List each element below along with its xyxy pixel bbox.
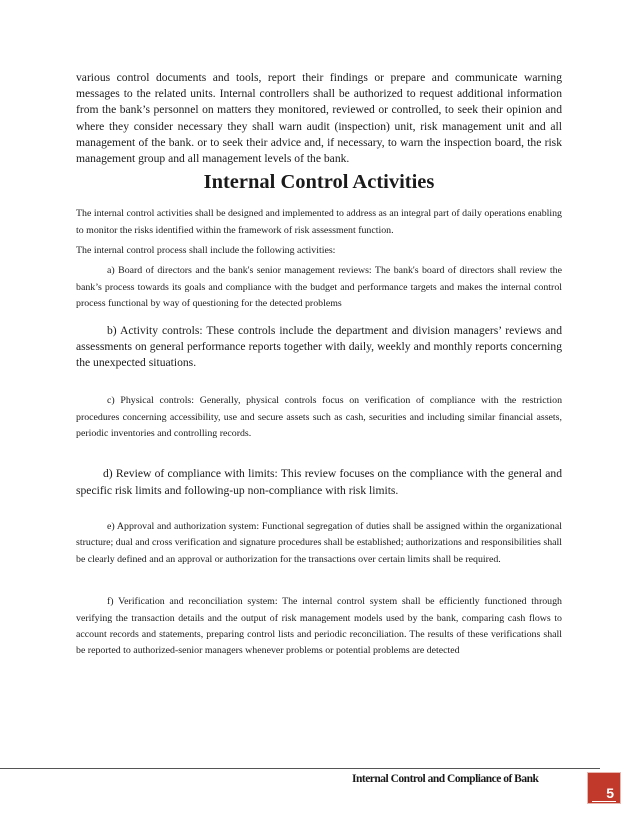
paragraph-overview: The internal control activities shall be designed and implemented to address as an integral part of daily operations enabling to monitor the risks identified within the framework of risk assessment function. [76,208,562,236]
paragraph-item-c: c) Physical controls: Generally, physical controls focus on verification of compliance with the restriction procedures concerning accessibility, use and secure assets such as cash, securities and including similar financial assets, periodic inventories and controlling records. [76,395,562,440]
paragraph-item-b: b) Activity controls: These controls include the department and division managers’ reviews and assessments on general performance reports together with daily, weekly and monthly reports concerning the unexpected situations. [76,323,562,370]
page-number-underline [592,801,616,802]
footer-divider [0,768,600,769]
paragraph-process-intro: The internal control process shall include the following activities: [76,245,336,257]
document-body [76,70,562,660]
paragraph-item-a: a) Board of directors and the bank's senior management reviews: The bank's board of directors shall review the bank’s process towards its goals and compliance with the budget and performance targets and makes the internal control process functional by way of questioning for the detected problems [76,265,562,310]
paragraph-item-e: e) Approval and authorization system: Functional segregation of duties shall be assigned within the organizational structure; dual and cross verification and signature procedures shall be established; authorizations and responsibilities shall be clearly defined and an approval or authorization for the transactions over certain limits shall be required. [76,520,562,565]
page-number: 5 [606,785,614,801]
paragraph-item-d: d) Review of compliance with limits: This review focuses on the compliance with the general and specific risk limits and following-up non-compliance with risk limits. [76,467,562,497]
intro-paragraph: various control documents and tools, report their findings or prepare and communicate warning messages to the related units. Internal controllers shall be authorized to request additional information from the bank’s personnel on matters they monitored, reviewed or controlled, to seek their opinion and where they consider necessary they shall warn audit (inspection) unit, risk management unit and all management of the bank. or to seek their advice and, if necessary, to warn the inspection board, the risk management group and all management levels of the bank. [76,71,562,166]
page-number-badge [587,772,621,804]
footer-title: Internal Control and Compliance of Bank [352,773,539,785]
paragraph-item-f: f) Verification and reconciliation system: The internal control system shall be efficiently functioned through verifying the transaction details and the output of risk management models used by the bank, comparing cash flows to account records and statements, preparing control lists and periodic reconciliation. The results of these verifications shall be reported to authorized-senior managers whenever problems or potential problems are detected [76,596,562,657]
section-heading: Internal Control Activities [203,171,435,194]
